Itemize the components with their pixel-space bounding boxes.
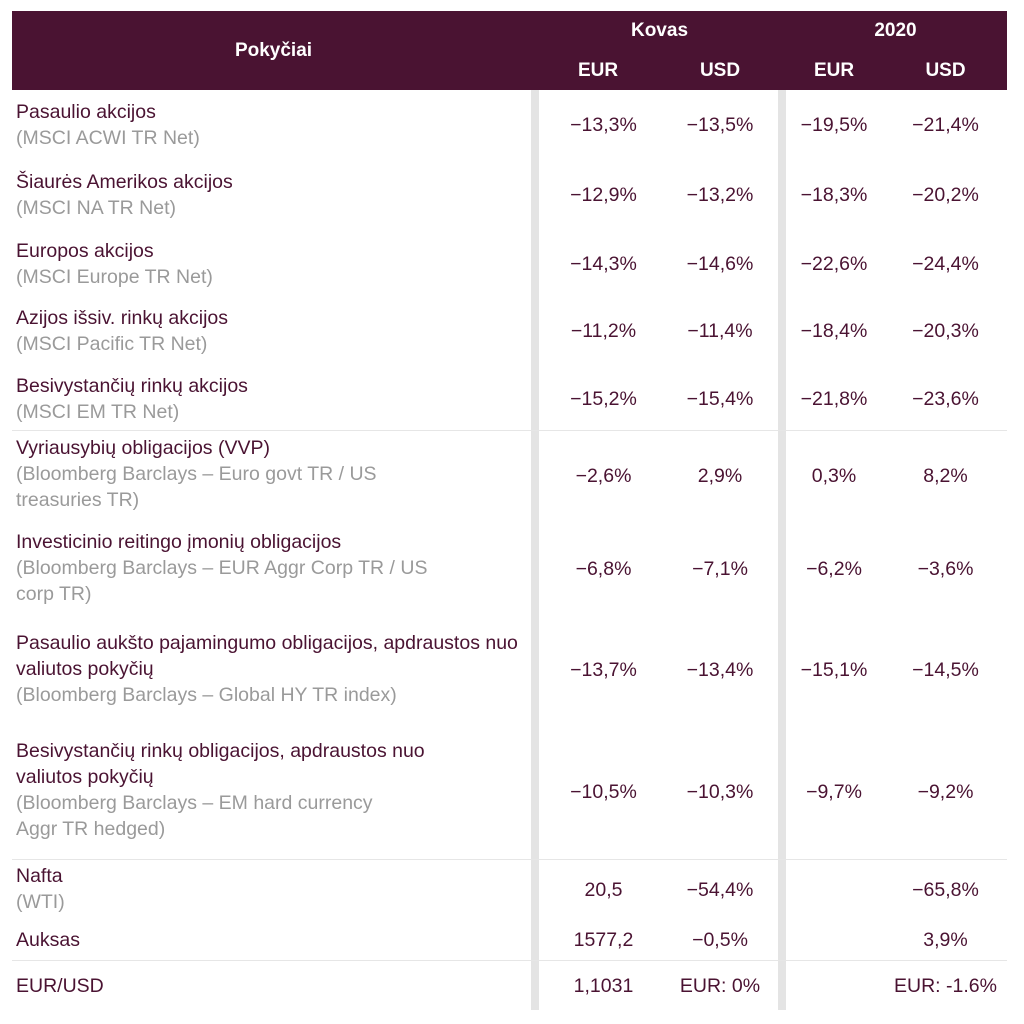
header-col-usd-1: USD	[699, 60, 741, 81]
column-divider	[778, 90, 786, 1010]
cell-kovas-usd: −7,1%	[692, 558, 748, 580]
row-name: Šiaurės Amerikos akcijos	[16, 171, 233, 193]
row-index: (Bloomberg Barclays – EM hard currency Aggr TR hedged)	[16, 792, 373, 840]
cell-kovas-eur: −14,3%	[570, 253, 637, 275]
cell-2020-usd: −20,3%	[912, 320, 979, 342]
row-index: (WTI)	[16, 891, 65, 913]
cell-2020-eur: −18,4%	[800, 320, 868, 342]
row-label	[16, 973, 531, 999]
cell-2020-usd: EUR: -1.6%	[894, 975, 997, 997]
row-index: (Bloomberg Barclays – Global HY TR index)	[16, 684, 397, 706]
row-name: Besivystančių rinkų obligacijos, apdraustos nuo valiutos pokyčių	[16, 740, 425, 788]
cell-kovas-usd: −15,4%	[686, 388, 754, 410]
row-name: Vyriausybių obligacijos (VVP)	[16, 437, 270, 459]
cell-kovas-usd: −13,4%	[686, 659, 754, 681]
cell-kovas-eur: −11,2%	[570, 320, 637, 342]
cell-kovas-eur: −10,5%	[570, 781, 637, 803]
row-label	[16, 99, 531, 151]
table-header	[12, 11, 1007, 90]
cell-2020-eur: −6,2%	[806, 558, 862, 580]
cell-kovas-eur: 1,1031	[573, 975, 634, 997]
row-label	[16, 863, 531, 915]
row-label	[16, 238, 531, 290]
row-name: Pasaulio akcijos	[16, 101, 156, 123]
cell-kovas-usd: −11,4%	[687, 320, 753, 342]
row-index: (MSCI EM TR Net)	[16, 401, 180, 423]
row-separator	[12, 859, 1007, 860]
cell-2020-usd: −21,4%	[912, 114, 979, 136]
header-col-eur-1: EUR	[577, 60, 619, 81]
cell-2020-eur: −15,1%	[800, 659, 868, 681]
row-label	[16, 630, 531, 708]
row-index: (MSCI ACWI TR Net)	[16, 127, 200, 149]
cell-2020-eur: −19,5%	[800, 114, 868, 136]
row-label	[16, 373, 531, 425]
row-index: (Bloomberg Barclays – Euro govt TR / US treasuries TR)	[16, 463, 377, 511]
header-group-kovas: Kovas	[630, 20, 689, 41]
row-label	[16, 529, 446, 607]
row-name: Investicinio reitingo įmonių obligacijos	[16, 531, 342, 553]
cell-2020-usd: −14,5%	[912, 659, 979, 681]
cell-kovas-eur: −2,6%	[575, 465, 632, 487]
cell-kovas-eur: 20,5	[584, 879, 623, 901]
row-index: (MSCI Pacific TR Net)	[16, 333, 208, 355]
row-index: (MSCI Europe TR Net)	[16, 266, 213, 288]
cell-kovas-usd: −0,5%	[692, 929, 748, 951]
cell-kovas-eur: −15,2%	[570, 388, 637, 410]
cell-2020-usd: −65,8%	[912, 879, 979, 901]
row-separator	[12, 430, 1007, 431]
cell-2020-usd: 3,9%	[923, 929, 968, 951]
cell-kovas-usd: −13,2%	[686, 184, 754, 206]
row-label	[16, 927, 531, 953]
cell-kovas-usd: −54,4%	[686, 879, 754, 901]
row-index: (Bloomberg Barclays – EUR Aggr Corp TR / US corp TR)	[16, 557, 428, 605]
cell-2020-usd: −23,6%	[912, 388, 979, 410]
cell-2020-usd: −3,6%	[917, 558, 974, 580]
cell-2020-usd: −24,4%	[912, 253, 979, 275]
cell-2020-usd: −20,2%	[912, 184, 979, 206]
cell-2020-eur: −21,8%	[800, 388, 868, 410]
row-name: Pasaulio aukšto pajamingumo obligacijos, apdraustos nuo valiutos pokyčių	[16, 632, 518, 680]
column-divider	[531, 90, 539, 1010]
cell-kovas-usd: −13,5%	[686, 114, 754, 136]
cell-kovas-usd: 2,9%	[697, 465, 743, 487]
cell-2020-eur: −9,7%	[806, 781, 862, 803]
row-label	[16, 169, 531, 221]
header-col-eur-2: EUR	[813, 60, 855, 81]
header-col-usd-2: USD	[925, 60, 966, 81]
row-name: Europos akcijos	[16, 240, 154, 262]
header-group-2020: 2020	[874, 20, 917, 41]
row-name: Nafta	[16, 865, 63, 887]
row-name: Azijos išsiv. rinkų akcijos	[16, 307, 229, 329]
cell-kovas-eur: −13,3%	[570, 114, 637, 136]
row-name: EUR/USD	[16, 975, 104, 997]
cell-2020-eur: −22,6%	[800, 253, 868, 275]
row-name: Besivystančių rinkų akcijos	[16, 375, 248, 397]
row-index: (MSCI NA TR Net)	[16, 197, 176, 219]
header-title: Pokyčiai	[234, 40, 313, 61]
cell-2020-eur: 0,3%	[811, 465, 857, 487]
cell-kovas-eur: −12,9%	[570, 184, 637, 206]
cell-2020-usd: −9,2%	[917, 781, 974, 803]
row-label	[16, 305, 531, 357]
cell-kovas-eur: −6,8%	[575, 558, 632, 580]
row-name: Auksas	[16, 929, 80, 951]
cell-kovas-eur: −13,7%	[570, 659, 637, 681]
cell-kovas-usd: −14,6%	[686, 253, 754, 275]
cell-2020-eur: −18,3%	[800, 184, 868, 206]
cell-kovas-usd: −10,3%	[686, 781, 754, 803]
cell-kovas-usd: EUR: 0%	[679, 975, 761, 997]
row-label	[16, 738, 486, 842]
cell-kovas-eur: 1577,2	[573, 929, 634, 951]
row-label	[16, 435, 396, 513]
cell-2020-usd: 8,2%	[923, 465, 968, 487]
row-separator	[12, 960, 1007, 961]
